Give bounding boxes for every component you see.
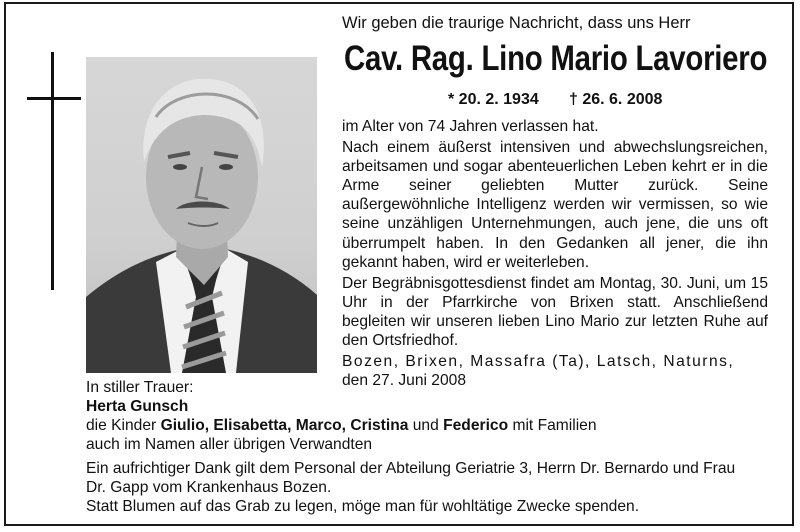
notice-body (342, 117, 768, 390)
places-line: Bozen, Brixen, Massafra (Ta), Latsch, Naturns, (342, 353, 735, 371)
donation-line: Statt Blumen auf das Grab zu legen, möge man für wohltätige Zwecke spenden. (86, 498, 640, 515)
cross-icon (51, 52, 54, 290)
children-suffix: mit Familien (512, 417, 597, 434)
birth-date: * 20. 2. 1934 (448, 91, 539, 108)
spouse-name: Herta Gunsch (86, 398, 189, 415)
thanks-line-1: Ein aufrichtiger Dank gilt dem Personal der Abteilung Geriatrie 3, Herrn Dr. Bernardo und Frau (86, 460, 736, 477)
cross-icon-bar (27, 97, 81, 100)
children-prefix: die Kinder (86, 417, 157, 434)
portrait-photo (86, 57, 317, 373)
and-word: und (412, 417, 439, 434)
age-line: im Alter von 74 Jahren verlassen hat. (342, 118, 599, 135)
death-date: † 26. 6. 2008 (569, 91, 663, 108)
children-line (86, 416, 786, 435)
notice-date: den 27. Juni 2008 (342, 372, 466, 390)
children-names: Giulio, Elisabetta, Marco, Cristina (160, 417, 409, 434)
relatives-line: auch im Namen aller übrigen Verwandten (86, 436, 373, 453)
funeral-paragraph: Der Begräbnisgottesdienst findet am Montag, 30. Juni, um 15 Uhr in der Pfarrkirche von Brixen statt. Anschließend begleiten wir unseren lieben Lino Mario zur letzten Ruhe auf den Ortsfriedhof. (342, 274, 768, 350)
mourners-section (86, 378, 786, 516)
intro-line: Wir geben die traurige Nachricht, dass uns Herr (342, 14, 691, 32)
mourning-heading: In stiller Trauer: (86, 379, 194, 396)
deceased-name: Cav. Rag. Lino Mario Lavoriero (344, 39, 768, 78)
thanks-line-2: Dr. Gapp vom Krankenhaus Bozen. (86, 479, 332, 496)
tribute-paragraph: Nach einem äußerst intensiven und abwechslungsreichen, arbeitsamen und sogar abenteuerlichen Leben kehrt er in die Arme seiner geliebten Mutter zurück. Seine außergewöhnliche Intelligenz werden wir vermissen, so wie seine unzähligen Unternehmungen, auch jene, die uns oft überrumpelt haben. In den Gedanken all jener, die ihn gekannt haben, wird er weiterleben. (342, 139, 768, 271)
children-name-last: Federico (443, 417, 509, 434)
